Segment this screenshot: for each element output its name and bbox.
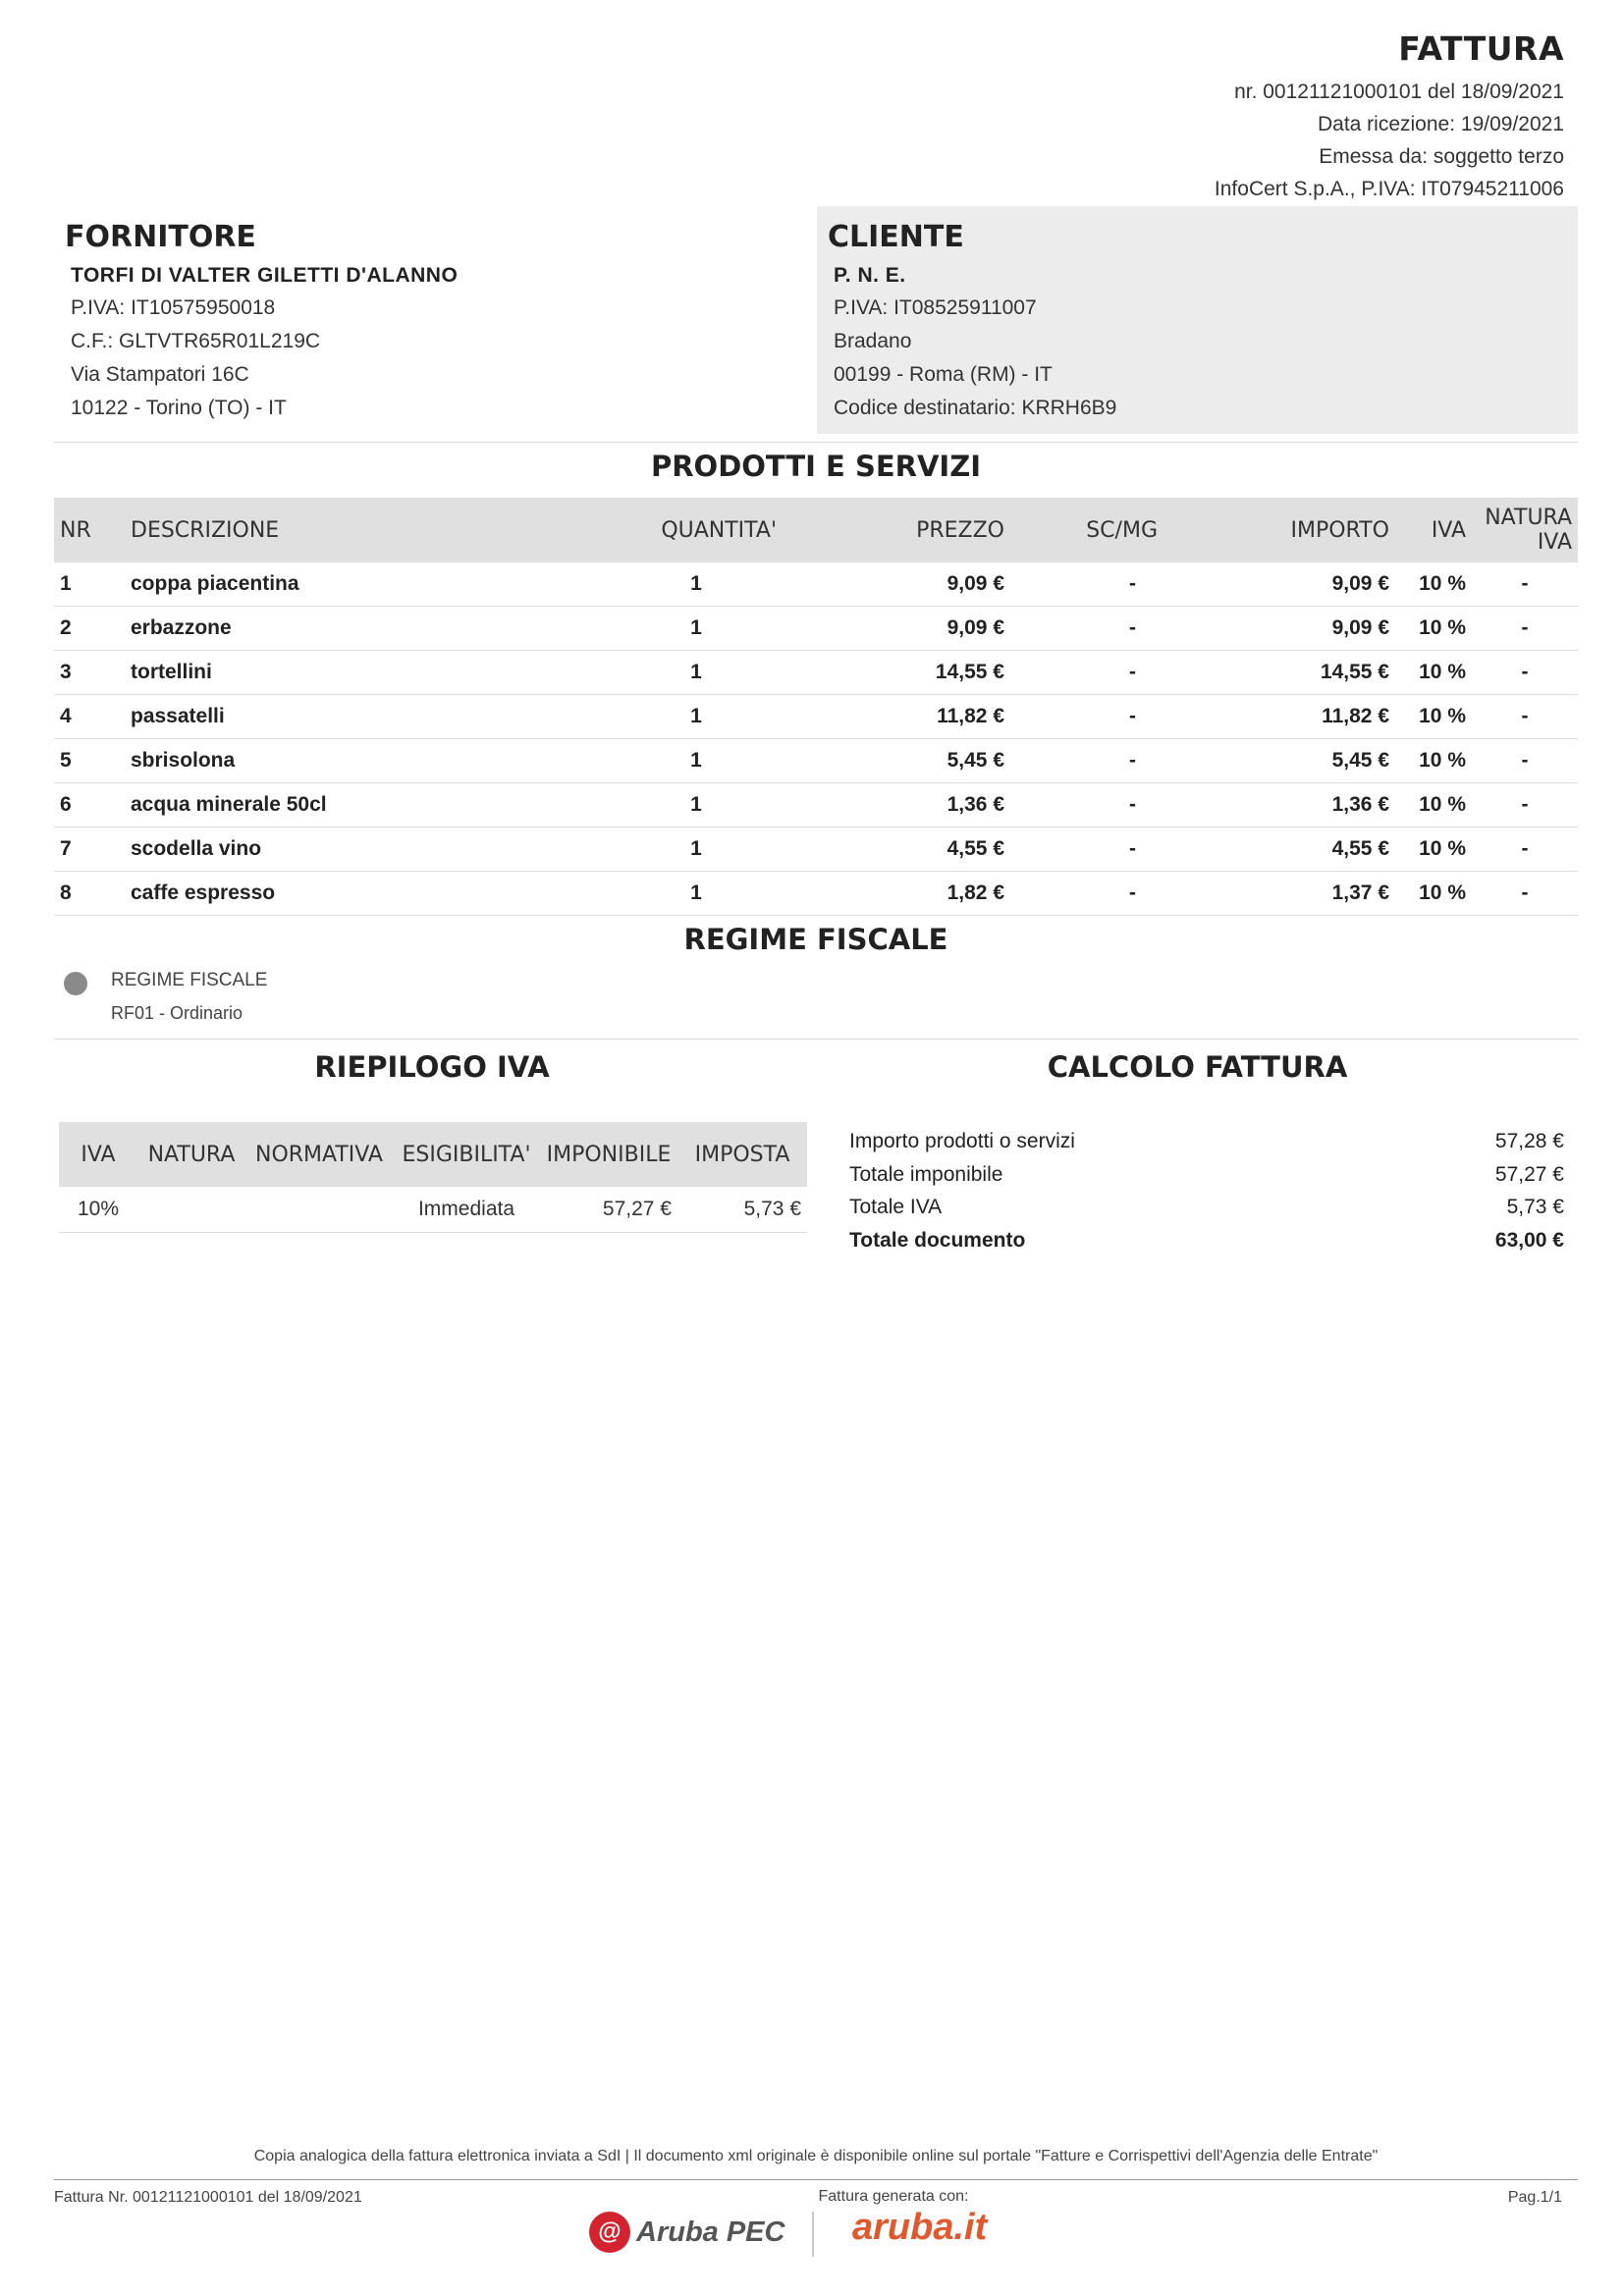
- footer-divider: [54, 2179, 1578, 2180]
- table-row: [54, 651, 1578, 695]
- row-amount: 14,55 €: [1163, 651, 1395, 695]
- row-discount: -: [1010, 828, 1163, 872]
- table-row: [54, 739, 1578, 783]
- regime-title: REGIME FISCALE: [683, 923, 948, 956]
- col-price: PREZZO: [783, 498, 1010, 562]
- row-amount: 9,09 €: [1163, 562, 1395, 607]
- calc-value: 5,73 €: [1506, 1196, 1564, 1218]
- row-quantity: 1: [488, 783, 783, 828]
- issuer-info: InfoCert S.p.A., P.IVA: IT07945211006: [1214, 178, 1564, 200]
- row-nr: 7: [54, 828, 125, 872]
- client-title: CLIENTE: [828, 220, 964, 254]
- calc-panel: [849, 1125, 1564, 1256]
- row-discount: -: [1010, 695, 1163, 739]
- row-vat-nature: -: [1472, 783, 1578, 828]
- supplier-title: FORNITORE: [65, 220, 256, 254]
- row-discount: -: [1010, 783, 1163, 828]
- row-nr: 3: [54, 651, 125, 695]
- row-quantity: 1: [488, 739, 783, 783]
- row-amount: 4,55 €: [1163, 828, 1395, 872]
- row-vat: 10 %: [1395, 783, 1472, 828]
- client-panel: [817, 206, 1578, 434]
- row-vat: 10 %: [1395, 828, 1472, 872]
- row-quantity: 1: [488, 828, 783, 872]
- row-amount: 5,45 €: [1163, 739, 1395, 783]
- row-vat-nature: -: [1472, 739, 1578, 783]
- row-nr: 6: [54, 783, 125, 828]
- table-row: [54, 872, 1578, 916]
- row-normativa: [245, 1187, 393, 1233]
- table-row: [54, 695, 1578, 739]
- row-vat: 10 %: [1395, 607, 1472, 651]
- row-quantity: 1: [488, 872, 783, 916]
- iva-header-row: [59, 1122, 807, 1187]
- supplier-city: 10122 - Torino (TO) - IT: [71, 397, 287, 419]
- iva-summary-title: RIEPILOGO IVA: [314, 1050, 550, 1084]
- calc-title: CALCOLO FATTURA: [1047, 1050, 1348, 1084]
- row-quantity: 1: [488, 695, 783, 739]
- footer-page-number: Pag.1/1: [1507, 2189, 1562, 2206]
- logo-separator: [812, 2212, 814, 2257]
- products-title: PRODOTTI E SERVIZI: [650, 450, 982, 483]
- col-discount: SC/MG: [1010, 498, 1163, 562]
- iva-summary-table: [59, 1122, 807, 1233]
- col-amount: IMPORTO: [1163, 498, 1395, 562]
- row-esigibilita: Immediata: [393, 1187, 540, 1233]
- client-address: Bradano: [834, 330, 912, 352]
- invoice-number: nr. 00121121000101 del 18/09/2021: [1234, 80, 1564, 103]
- col-imponibile: IMPONIBILE: [540, 1122, 677, 1187]
- calc-value: 57,27 €: [1494, 1162, 1564, 1186]
- col-normativa: NORMATIVA: [245, 1122, 393, 1187]
- issued-by: Emessa da: soggetto terzo: [1319, 145, 1564, 168]
- row-natura: [137, 1187, 245, 1233]
- products-header-row: [54, 498, 1578, 562]
- bullet-icon: [64, 972, 87, 995]
- calc-row-vat: [849, 1191, 1564, 1224]
- col-iva: IVA: [59, 1122, 137, 1187]
- row-discount: -: [1010, 739, 1163, 783]
- col-quantity: QUANTITA': [488, 498, 783, 562]
- footer-note: Copia analogica della fattura elettronica inviata a SdI | Il documento xml originale è disponibile online sul portale "Fatture e Corrispettivi dell'Agenzia delle Entrate": [253, 2148, 1379, 2164]
- row-nr: 8: [54, 872, 125, 916]
- row-description: scodella vino: [125, 828, 488, 872]
- row-description: caffe espresso: [125, 872, 488, 916]
- document-header: [877, 29, 1564, 205]
- row-nr: 5: [54, 739, 125, 783]
- arubapec-logo: [589, 2212, 784, 2253]
- row-discount: -: [1010, 562, 1163, 607]
- calc-label: Importo prodotti o servizi: [849, 1130, 1075, 1152]
- col-imposta: IMPOSTA: [677, 1122, 807, 1187]
- row-discount: -: [1010, 872, 1163, 916]
- row-vat-nature: -: [1472, 562, 1578, 607]
- row-quantity: 1: [488, 607, 783, 651]
- row-price: 11,82 €: [783, 695, 1010, 739]
- at-seal-icon: @: [589, 2212, 630, 2253]
- client-recipient-code: Codice destinatario: KRRH6B9: [834, 397, 1117, 419]
- regime-value: RF01 - Ordinario: [111, 1003, 243, 1023]
- row-imposta: 5,73 €: [677, 1187, 807, 1233]
- row-vat-nature: -: [1472, 828, 1578, 872]
- products-table: [54, 498, 1578, 916]
- row-description: acqua minerale 50cl: [125, 783, 488, 828]
- row-price: 1,82 €: [783, 872, 1010, 916]
- row-vat-nature: -: [1472, 651, 1578, 695]
- col-vat: IVA: [1395, 498, 1472, 562]
- row-price: 14,55 €: [783, 651, 1010, 695]
- table-row: [54, 562, 1578, 607]
- calc-row-taxable: [849, 1158, 1564, 1192]
- row-vat: 10 %: [1395, 562, 1472, 607]
- calc-value: 63,00 €: [1494, 1228, 1564, 1252]
- row-discount: -: [1010, 651, 1163, 695]
- table-row: [54, 607, 1578, 651]
- client-city: 00199 - Roma (RM) - IT: [834, 363, 1053, 386]
- supplier-name: TORFI DI VALTER GILETTI D'ALANNO: [71, 264, 459, 287]
- row-price: 9,09 €: [783, 607, 1010, 651]
- col-esigibilita: ESIGIBILITA': [393, 1122, 540, 1187]
- col-natura: NATURA: [137, 1122, 245, 1187]
- row-vat: 10 %: [1395, 739, 1472, 783]
- divider: [54, 442, 1578, 443]
- row-amount: 1,36 €: [1163, 783, 1395, 828]
- row-price: 4,55 €: [783, 828, 1010, 872]
- calc-label: Totale imponibile: [849, 1162, 1003, 1186]
- row-vat-nature: -: [1472, 695, 1578, 739]
- row-price: 5,45 €: [783, 739, 1010, 783]
- row-amount: 11,82 €: [1163, 695, 1395, 739]
- row-nr: 1: [54, 562, 125, 607]
- row-nr: 2: [54, 607, 125, 651]
- regime-label: REGIME FISCALE: [111, 970, 268, 990]
- row-vat-nature: -: [1472, 872, 1578, 916]
- calc-label: Totale IVA: [849, 1196, 943, 1218]
- row-description: passatelli: [125, 695, 488, 739]
- row-description: sbrisolona: [125, 739, 488, 783]
- table-row: [54, 783, 1578, 828]
- aruba-logo: aruba.it: [852, 2207, 988, 2248]
- calc-row-products: [849, 1125, 1564, 1158]
- col-vat-nature: NATURA IVA: [1472, 498, 1578, 562]
- client-name: P. N. E.: [834, 264, 906, 287]
- row-description: erbazzone: [125, 607, 488, 651]
- row-description: tortellini: [125, 651, 488, 695]
- col-nr: NR: [54, 498, 125, 562]
- row-price: 9,09 €: [783, 562, 1010, 607]
- table-row: [54, 828, 1578, 872]
- row-amount: 9,09 €: [1163, 607, 1395, 651]
- row-description: coppa piacentina: [125, 562, 488, 607]
- arubapec-logo-text: Aruba PEC: [636, 2216, 785, 2248]
- row-imponibile: 57,27 €: [540, 1187, 677, 1233]
- calc-row-total: [849, 1224, 1564, 1257]
- row-quantity: 1: [488, 562, 783, 607]
- calc-label: Totale documento: [849, 1228, 1026, 1252]
- row-vat: 10 %: [1395, 695, 1472, 739]
- col-description: DESCRIZIONE: [125, 498, 488, 562]
- row-vat: 10 %: [1395, 651, 1472, 695]
- row-nr: 4: [54, 695, 125, 739]
- footer-generated-with: Fattura generata con:: [818, 2188, 969, 2205]
- client-vat: P.IVA: IT08525911007: [834, 296, 1037, 319]
- supplier-tax-code: C.F.: GLTVTR65R01L219C: [71, 330, 321, 352]
- divider: [54, 1039, 1578, 1040]
- row-price: 1,36 €: [783, 783, 1010, 828]
- table-row: [59, 1187, 807, 1233]
- row-quantity: 1: [488, 651, 783, 695]
- supplier-panel: [54, 206, 800, 432]
- row-vat: 10 %: [1395, 872, 1472, 916]
- row-discount: -: [1010, 607, 1163, 651]
- row-amount: 1,37 €: [1163, 872, 1395, 916]
- supplier-address: Via Stampatori 16C: [71, 363, 249, 386]
- footer-invoice-ref: Fattura Nr. 00121121000101 del 18/09/2021: [54, 2189, 362, 2206]
- row-iva: 10%: [59, 1187, 137, 1233]
- received-date: Data ricezione: 19/09/2021: [1317, 113, 1564, 135]
- supplier-vat: P.IVA: IT10575950018: [71, 296, 276, 319]
- calc-value: 57,28 €: [1494, 1130, 1564, 1152]
- row-vat-nature: -: [1472, 607, 1578, 651]
- document-title: FATTURA: [1398, 29, 1564, 68]
